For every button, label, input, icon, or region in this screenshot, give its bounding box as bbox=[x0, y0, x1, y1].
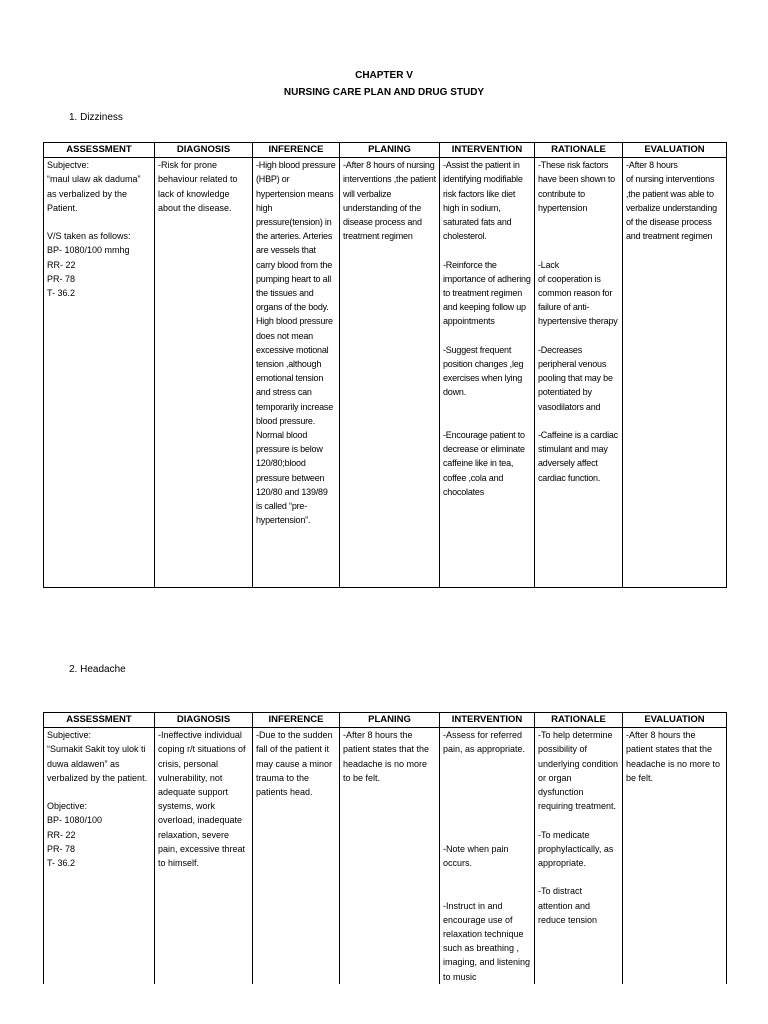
column-header-inference: INFERENCE bbox=[253, 143, 340, 158]
table-row bbox=[44, 158, 727, 588]
inference-cell: -Due to the sudden fall of the patient it may cause a minor trauma to the patients head. bbox=[253, 728, 340, 984]
column-header-assessment: ASSESSMENT bbox=[44, 143, 155, 158]
rationale-cell: -To help determine possibility of underlying condition or organ dysfunction requiring treatment. -To medicate prophylactically, as appropriate. -To distract attention and reduce tension bbox=[535, 728, 623, 984]
column-header-diagnosis: DIAGNOSIS bbox=[155, 143, 253, 158]
column-header-evaluation: EVALUATION bbox=[623, 713, 727, 728]
column-header-assessment: ASSESSMENT bbox=[44, 713, 155, 728]
table-header-row bbox=[44, 143, 727, 158]
column-header-evaluation: EVALUATION bbox=[623, 143, 727, 158]
inference-cell: -High blood pressure (HBP) or hypertension means high pressure(tension) in the arteries. Arteries are vessels that carry blood from the pumping heart to all the tissues and organs of the body. High blood pressure does not mean excessive motional tension ,although emotional tension and stress can temporarily increase blood pressure. Normal blood pressure is below 120/80;blood pressure between 120/80 and 139/89 is called “pre-hypertension”. bbox=[253, 158, 340, 588]
care-plan-table-headache bbox=[43, 712, 727, 984]
chapter-heading: CHAPTER V bbox=[355, 70, 413, 81]
table-row bbox=[44, 728, 727, 984]
document-title: NURSING CARE PLAN AND DRUG STUDY bbox=[283, 87, 485, 98]
intervention-cell: -Assist the patient in identifying modifiable risk factors like diet high in sodium, saturated fats and cholesterol. -Reinforce the importance of adhering to treatment regimen and keeping follow up appointments -Suggest frequent position changes ,leg exercises when lying down. -Encourage patient to decrease or eliminate caffeine like in tea, coffee ,cola and chocolates bbox=[440, 158, 535, 588]
column-header-rationale: RATIONALE bbox=[535, 143, 623, 158]
diagnosis-cell: -Ineffective individual coping r/t situations of crisis, personal vulnerability, not adequate support systems, work overload, inadequate relaxation, severe pain, excessive threat to himself. bbox=[155, 728, 253, 984]
diagnosis-cell: -Risk for prone behaviour related to lack of knowledge about the disease. bbox=[155, 158, 253, 588]
rationale-cell: -These risk factors have been shown to contribute to hypertension -Lack of cooperation is common reason for failure of anti-hypertensive therapy -Decreases peripheral venous pooling that may be potentiated by vasodilators and -Caffeine is a cardiac stimulant and may adversely affect cardiac function. bbox=[535, 158, 623, 588]
column-header-intervention: INTERVENTION bbox=[440, 143, 535, 158]
column-header-rationale: RATIONALE bbox=[535, 713, 623, 728]
intervention-cell: -Assess for referred pain, as appropriate. -Note when pain occurs. -Instruct in and encourage use of relaxation technique such as breathing , imaging, and listening to music bbox=[440, 728, 535, 984]
column-header-inference: INFERENCE bbox=[253, 713, 340, 728]
assessment-cell: Subjectve: “maul ulaw ak daduma” as verbalized by the Patient. V/S taken as follows: BP- 1080/100 mmhg RR- 22 PR- 78 T- 36.2 bbox=[44, 158, 155, 588]
evaluation-cell: -After 8 hours the patient states that the headache is no more to be felt. bbox=[623, 728, 727, 984]
column-header-diagnosis: DIAGNOSIS bbox=[155, 713, 253, 728]
column-header-planing: PLANING bbox=[340, 713, 440, 728]
column-header-planing: PLANING bbox=[340, 143, 440, 158]
section-heading-headache: 2. Headache bbox=[69, 664, 126, 675]
section-heading-dizziness: 1. Dizziness bbox=[69, 112, 123, 123]
planing-cell: -After 8 hours of nursing interventions ,the patient will verbalize understanding of the disease process and treatment regimen bbox=[340, 158, 440, 588]
care-plan-table-dizziness bbox=[43, 142, 727, 588]
evaluation-cell: -After 8 hours of nursing interventions ,the patient was able to verbalize understanding of the disease process and treatment regimen bbox=[623, 158, 727, 588]
column-header-intervention: INTERVENTION bbox=[440, 713, 535, 728]
table-header-row bbox=[44, 713, 727, 728]
assessment-cell: Subjective: “Sumakit Sakit toy ulok ti duwa aldawen” as verbalized by the patient. Objective: BP- 1080/100 RR- 22 PR- 78 T- 36.2 bbox=[44, 728, 155, 984]
planing-cell: -After 8 hours the patient states that the headache is no more to be felt. bbox=[340, 728, 440, 984]
